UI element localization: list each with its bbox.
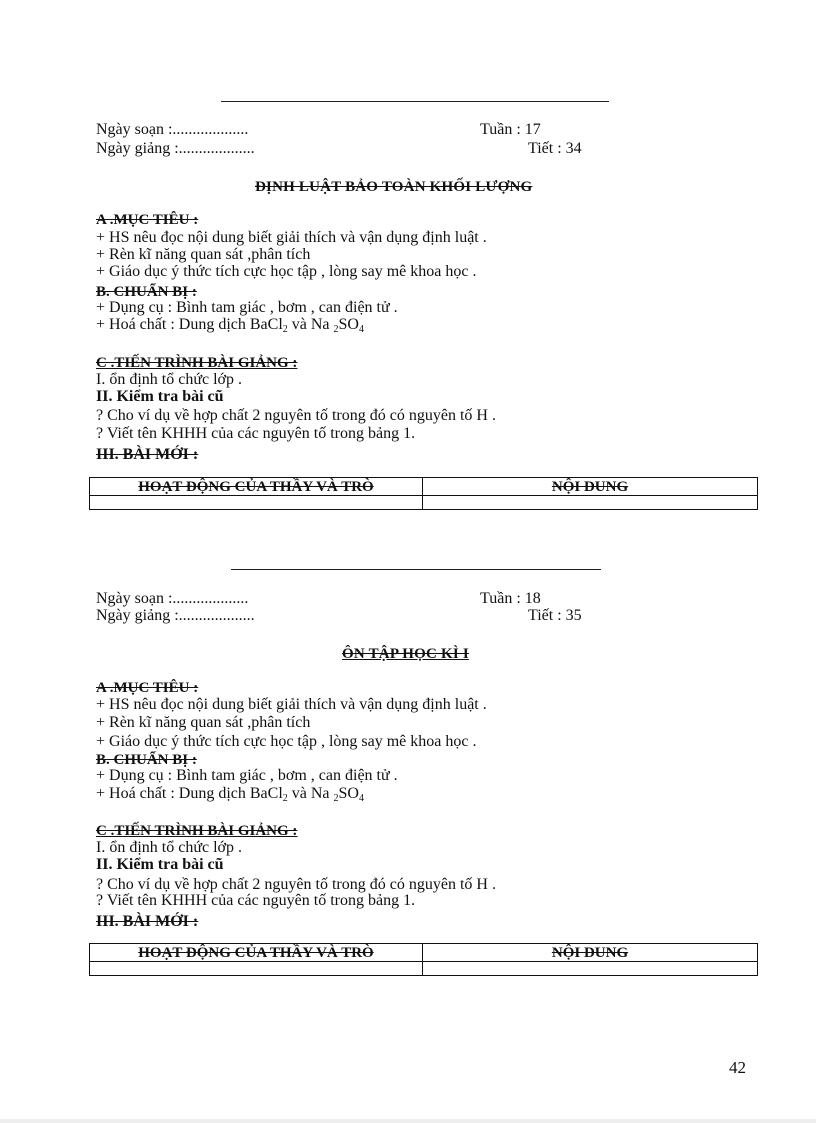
week-label: Tuần : 18 — [480, 590, 541, 607]
top-divider — [221, 101, 609, 102]
objective-item: + HS nêu đọc nội dung biết giải thích và vận dụng định luật . — [96, 229, 487, 246]
section-procedure-heading: C .TIẾN TRÌNH BÀI GIẢNG : — [96, 823, 298, 839]
table-cell — [90, 496, 423, 510]
header-activities: HOẠT ĐỘNG CỦA THẦY VÀ TRÒ — [90, 478, 423, 496]
header-content: NỘI DUNG — [423, 944, 758, 962]
table-row — [90, 496, 758, 510]
section-objectives-heading: A .MỤC TIÊU : — [96, 212, 199, 228]
step-new-lesson-heading: III. BÀI MỚI : — [96, 913, 199, 930]
section-objectives-heading: A .MỤC TIÊU : — [96, 680, 199, 696]
table-cell — [90, 962, 423, 976]
objective-item: + Giáo dục ý thức tích cực học tập , lòng say mê khoa học . — [96, 733, 477, 750]
activity-table — [89, 943, 758, 976]
header-content: NỘI DUNG — [423, 478, 758, 496]
date-prepared: Ngày soạn :................... — [96, 121, 249, 138]
header-activities: HOẠT ĐỘNG CỦA THẦY VÀ TRÒ — [90, 944, 423, 962]
activity-table — [89, 477, 758, 510]
date-taught: Ngày giảng :................... — [96, 607, 255, 624]
chemicals-line: + Hoá chất : Dung dịch BaCl2 và Na 2SO4 — [96, 316, 364, 335]
period-label: Tiết : 34 — [528, 140, 582, 157]
table-header-row — [90, 944, 758, 962]
table-cell — [423, 496, 758, 510]
table-header-row — [90, 478, 758, 496]
table-cell — [423, 962, 758, 976]
equipment-line: + Dụng cụ : Bình tam giác , bơm , can điện tử . — [96, 767, 398, 784]
step-organize: I. ổn định tổ chức lớp . — [96, 371, 242, 388]
date-taught: Ngày giảng :................... — [96, 140, 255, 157]
page-edge — [0, 1119, 816, 1123]
review-question: ? Cho ví dụ về hợp chất 2 nguyên tố trong đó có nguyên tố H . — [96, 876, 496, 893]
objective-item: + Giáo dục ý thức tích cực học tập , lòng say mê khoa học . — [96, 263, 477, 280]
review-question: ? Viết tên KHHH của các nguyên tố trong bảng 1. — [96, 425, 416, 442]
period-label: Tiết : 35 — [528, 607, 582, 624]
top-divider — [231, 569, 601, 570]
equipment-line: + Dụng cụ : Bình tam giác , bơm , can điện tử . — [96, 299, 398, 316]
date-prepared: Ngày soạn :................... — [96, 590, 249, 607]
page-number: 42 — [729, 1058, 746, 1077]
week-label: Tuần : 17 — [480, 121, 541, 138]
objective-item: + HS nêu đọc nội dung biết giải thích và vận dụng định luật . — [96, 696, 487, 713]
lesson-title: ĐỊNH LUẬT BẢO TOÀN KHỐI LƯỢNG — [255, 179, 533, 195]
step-organize: I. ổn định tổ chức lớp . — [96, 839, 242, 856]
section-preparation-heading: B. CHUẨN BỊ : — [96, 284, 197, 300]
chemicals-line: + Hoá chất : Dung dịch BaCl2 và Na 2SO4 — [96, 785, 364, 804]
step-new-lesson-heading: III. BÀI MỚI : — [96, 446, 199, 463]
review-question: ? Viết tên KHHH của các nguyên tố trong bảng 1. — [96, 892, 416, 909]
review-question: ? Cho ví dụ về hợp chất 2 nguyên tố trong đó có nguyên tố H . — [96, 407, 496, 424]
section-procedure-heading: C .TIẾN TRÌNH BÀI GIẢNG : — [96, 355, 298, 371]
step-review-heading: II. Kiểm tra bài cũ — [96, 388, 224, 405]
section-preparation-heading: B. CHUẨN BỊ : — [96, 752, 197, 768]
objective-item: + Rèn kĩ năng quan sát ,phân tích — [96, 714, 311, 731]
objective-item: + Rèn kĩ năng quan sát ,phân tích — [96, 246, 311, 263]
step-review-heading: II. Kiểm tra bài cũ — [96, 856, 224, 873]
table-row — [90, 962, 758, 976]
lesson-title: ÔN TẬP HỌC KÌ I — [342, 646, 469, 662]
